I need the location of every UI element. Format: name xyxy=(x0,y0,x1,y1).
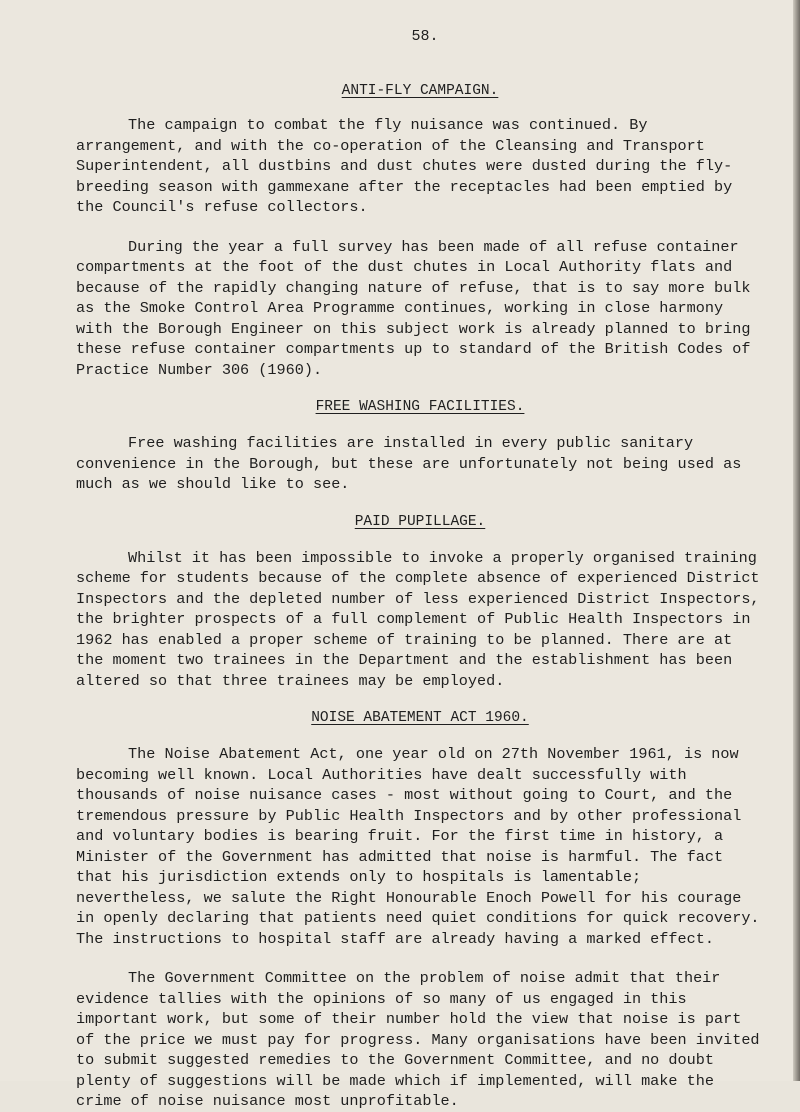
section-anti-fly-campaign xyxy=(76,83,764,380)
paragraph: During the year a full survey has been made of all refuse container compartments at the foot of the dust chutes in Local Authority flats and because of the rapidly changing nature of refuse, that is to say more bulk as the Smoke Control Area Programme continues, working in close harmony with the Borough Engineer on this subject work is already planned to bring these refuse container compartments up to standard of the British Codes of Practice Number 306 (1960). xyxy=(76,237,751,379)
paragraph: The Noise Abatement Act, one year old on 27th November 1961, is now becoming well known. Local Authorities have dealt successfully with thousands of noise nuisance cases - most without going to Court, and the tremendous pressure by Public Health Inspectors and by other professional and voluntary bodies is bearing fruit. For the first time in history, a Minister of the Government has admitted that noise is harmful. The fact that his jurisdiction extends only to hospitals is lamentable; nevertheless, we salute the Right Honourable Enoch Powell for his courage in openly declaring that patients need quiet conditions for quick recovery. The instructions to hospital staff are already having a marked effect. xyxy=(76,745,760,948)
paragraph: Free washing facilities are installed in every public sanitary convenience in the Borough, but these are unfortunately not being used as much as we should like to see. xyxy=(76,434,742,493)
section-heading: PAID PUPILLAGE. xyxy=(354,513,486,530)
section-noise-abatement-act xyxy=(76,710,764,1112)
section-heading: NOISE ABATEMENT ACT 1960. xyxy=(311,710,529,726)
section-heading: ANTI-FLY CAMPAIGN. xyxy=(341,83,499,99)
page-edge-shadow xyxy=(793,0,800,1081)
section-free-washing-facilities xyxy=(76,399,764,495)
section-heading: FREE WASHING FACILITIES. xyxy=(315,399,525,415)
paragraph: The campaign to combat the fly nuisance was continued. By arrangement, and with the co-operation of the Cleansing and Transport Superintendent, all dustbins and dust chutes were dusted during the fly-breeding season with gammexane after the receptacles had been emptied by the Council's refuse collectors. xyxy=(76,116,733,216)
section-paid-pupillage xyxy=(76,514,764,692)
page-number: 58. xyxy=(411,28,439,45)
paragraph: The Government Committee on the problem of noise admit that their evidence tallies with the opinions of so many of us engaged in this important work, but some of their number hold the view that noise is part of the price we must pay for progress. Many organisations have been invited to submit suggested remedies to the Government Committee, and no doubt plenty of suggestions will be made which if implemented, will make the crime of noise nuisance most unprofitable. xyxy=(76,969,760,1110)
paragraph: Whilst it has been impossible to invoke a properly organised training scheme for students because of the complete absence of experienced District Inspectors and the depleted number of less experienced District Inspectors, the brighter prospects of a full complement of Public Health Inspectors in 1962 has enabled a proper scheme of training to be planned. There are at the moment two trainees in the Department and the establishment has been altered so that three trainees may be employed. xyxy=(76,548,760,690)
